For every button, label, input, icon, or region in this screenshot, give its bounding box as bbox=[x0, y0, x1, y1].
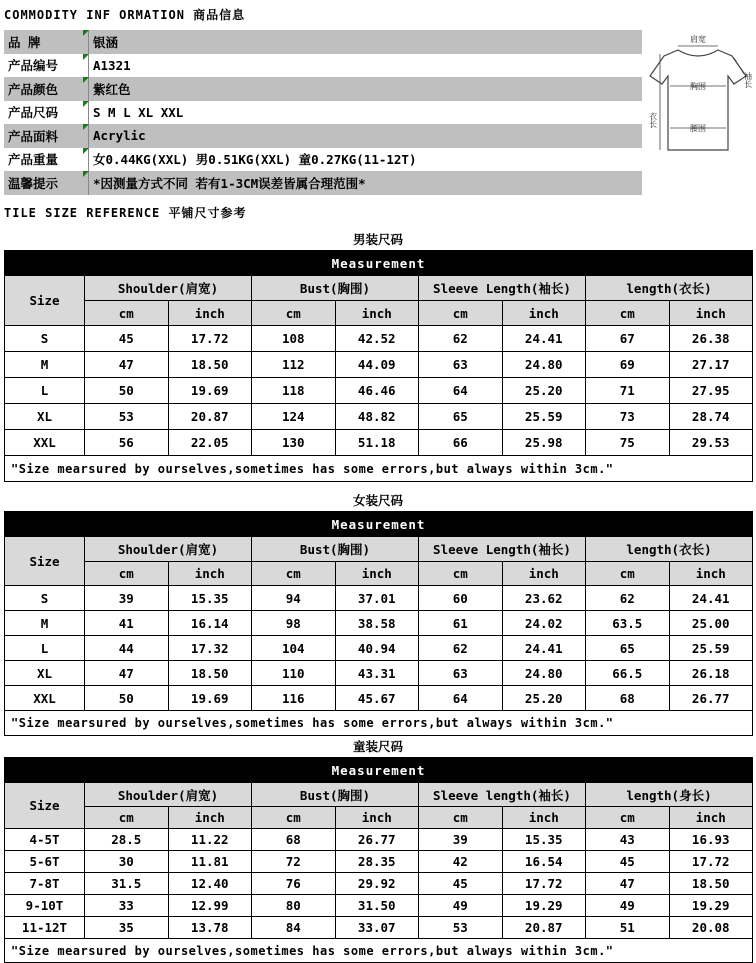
value-cell: 98 bbox=[252, 611, 336, 636]
info-key: 产品重量 bbox=[4, 148, 89, 172]
value-cell: 43.31 bbox=[335, 661, 419, 686]
unit-header: inch bbox=[669, 301, 753, 326]
value-cell: 45 bbox=[85, 326, 169, 352]
value-cell: 64 bbox=[419, 378, 503, 404]
info-row bbox=[4, 124, 642, 148]
table-note: "Size mearsured by ourselves,sometimes has some errors,but always within 3cm." bbox=[5, 711, 753, 736]
value-cell: 38.58 bbox=[335, 611, 419, 636]
value-cell: 45 bbox=[586, 851, 670, 873]
value-cell: 112 bbox=[252, 352, 336, 378]
unit-header: inch bbox=[335, 807, 419, 829]
value-cell: 22.05 bbox=[168, 430, 252, 456]
value-cell: 67 bbox=[586, 326, 670, 352]
group-header: length(衣长) bbox=[586, 276, 753, 301]
value-cell: 63.5 bbox=[586, 611, 670, 636]
value-cell: 44 bbox=[85, 636, 169, 661]
value-cell: 19.29 bbox=[669, 895, 753, 917]
value-cell: 24.41 bbox=[502, 326, 586, 352]
value-cell: 50 bbox=[85, 686, 169, 711]
value-cell: 12.99 bbox=[168, 895, 252, 917]
info-key: 产品编号 bbox=[4, 54, 89, 78]
size-cell: XXL bbox=[5, 686, 85, 711]
value-cell: 116 bbox=[252, 686, 336, 711]
value-cell: 26.77 bbox=[335, 829, 419, 851]
value-cell: 25.20 bbox=[502, 686, 586, 711]
value-cell: 66.5 bbox=[586, 661, 670, 686]
value-cell: 19.69 bbox=[168, 378, 252, 404]
unit-header: cm bbox=[586, 807, 670, 829]
unit-header: inch bbox=[168, 301, 252, 326]
bust-label: 胸围 bbox=[690, 82, 706, 91]
value-cell: 110 bbox=[252, 661, 336, 686]
info-value: 银涵 bbox=[89, 30, 643, 54]
value-cell: 60 bbox=[419, 586, 503, 611]
size-cell: M bbox=[5, 611, 85, 636]
size-cell: XXL bbox=[5, 430, 85, 456]
value-cell: 25.20 bbox=[502, 378, 586, 404]
size-table-men bbox=[4, 250, 753, 482]
value-cell: 48.82 bbox=[335, 404, 419, 430]
size-cell: XL bbox=[5, 404, 85, 430]
value-cell: 31.50 bbox=[335, 895, 419, 917]
value-cell: 26.77 bbox=[669, 686, 753, 711]
tshirt-outline bbox=[650, 50, 746, 150]
size-cell: S bbox=[5, 586, 85, 611]
size-cell: L bbox=[5, 636, 85, 661]
table-row bbox=[5, 895, 753, 917]
unit-header: inch bbox=[502, 301, 586, 326]
value-cell: 25.59 bbox=[502, 404, 586, 430]
value-cell: 80 bbox=[252, 895, 336, 917]
unit-header: cm bbox=[419, 562, 503, 586]
value-cell: 63 bbox=[419, 661, 503, 686]
size-cell: L bbox=[5, 378, 85, 404]
value-cell: 130 bbox=[252, 430, 336, 456]
unit-header: cm bbox=[252, 807, 336, 829]
value-cell: 45 bbox=[419, 873, 503, 895]
table-row bbox=[5, 851, 753, 873]
unit-header: inch bbox=[669, 562, 753, 586]
value-cell: 62 bbox=[419, 326, 503, 352]
table-row bbox=[5, 586, 753, 611]
value-cell: 24.80 bbox=[502, 661, 586, 686]
unit-header: cm bbox=[85, 301, 169, 326]
table-row bbox=[5, 829, 753, 851]
table-row bbox=[5, 661, 753, 686]
unit-header: cm bbox=[586, 562, 670, 586]
value-cell: 41 bbox=[85, 611, 169, 636]
value-cell: 17.32 bbox=[168, 636, 252, 661]
value-cell: 47 bbox=[85, 661, 169, 686]
value-cell: 33.07 bbox=[335, 917, 419, 939]
value-cell: 68 bbox=[252, 829, 336, 851]
value-cell: 61 bbox=[419, 611, 503, 636]
table-row bbox=[5, 378, 753, 404]
info-row bbox=[4, 148, 642, 172]
value-cell: 15.35 bbox=[168, 586, 252, 611]
waist-label: 腰围 bbox=[690, 124, 706, 133]
unit-header: cm bbox=[586, 301, 670, 326]
value-cell: 23.62 bbox=[502, 586, 586, 611]
value-cell: 76 bbox=[252, 873, 336, 895]
table-row bbox=[5, 873, 753, 895]
info-key: 温馨提示 bbox=[4, 171, 89, 195]
length-label: 衣长 bbox=[648, 112, 658, 128]
size-header: Size bbox=[5, 537, 85, 586]
info-row bbox=[4, 54, 642, 78]
info-key: 产品面料 bbox=[4, 124, 89, 148]
measurement-header: Measurement bbox=[5, 512, 753, 537]
value-cell: 124 bbox=[252, 404, 336, 430]
size-header: Size bbox=[5, 276, 85, 326]
unit-header: cm bbox=[252, 562, 336, 586]
unit-header: inch bbox=[669, 807, 753, 829]
group-header: Sleeve Length(袖长) bbox=[419, 537, 586, 562]
size-cell: 7-8T bbox=[5, 873, 85, 895]
info-value: 紫红色 bbox=[89, 77, 643, 101]
shoulder-label: 肩宽 bbox=[690, 35, 706, 44]
value-cell: 62 bbox=[586, 586, 670, 611]
group-header: Bust(胸围) bbox=[252, 276, 419, 301]
size-cell: S bbox=[5, 326, 85, 352]
value-cell: 16.93 bbox=[669, 829, 753, 851]
value-cell: 17.72 bbox=[502, 873, 586, 895]
value-cell: 28.74 bbox=[669, 404, 753, 430]
value-cell: 68 bbox=[586, 686, 670, 711]
unit-header: inch bbox=[502, 807, 586, 829]
unit-header: inch bbox=[502, 562, 586, 586]
value-cell: 47 bbox=[586, 873, 670, 895]
measurement-header: Measurement bbox=[5, 251, 753, 276]
value-cell: 50 bbox=[85, 378, 169, 404]
value-cell: 27.95 bbox=[669, 378, 753, 404]
size-table-women bbox=[4, 511, 753, 736]
value-cell: 33 bbox=[85, 895, 169, 917]
value-cell: 17.72 bbox=[669, 851, 753, 873]
tshirt-diagram bbox=[642, 28, 754, 168]
value-cell: 16.14 bbox=[168, 611, 252, 636]
value-cell: 72 bbox=[252, 851, 336, 873]
value-cell: 69 bbox=[586, 352, 670, 378]
size-reference-title: TILE SIZE REFERENCE 平铺尺寸参考 bbox=[4, 206, 247, 220]
value-cell: 24.02 bbox=[502, 611, 586, 636]
value-cell: 19.29 bbox=[502, 895, 586, 917]
group-header: length(身长) bbox=[586, 783, 753, 807]
group-header: Bust(胸围) bbox=[252, 783, 419, 807]
group-header: Sleeve length(袖长) bbox=[419, 783, 586, 807]
size-cell: 11-12T bbox=[5, 917, 85, 939]
value-cell: 47 bbox=[85, 352, 169, 378]
group-header: Bust(胸围) bbox=[252, 537, 419, 562]
value-cell: 12.40 bbox=[168, 873, 252, 895]
value-cell: 18.50 bbox=[168, 661, 252, 686]
value-cell: 45.67 bbox=[335, 686, 419, 711]
info-row bbox=[4, 30, 642, 54]
value-cell: 49 bbox=[586, 895, 670, 917]
value-cell: 20.87 bbox=[502, 917, 586, 939]
group-header: Shoulder(肩宽) bbox=[85, 783, 252, 807]
value-cell: 35 bbox=[85, 917, 169, 939]
value-cell: 39 bbox=[85, 586, 169, 611]
value-cell: 51.18 bbox=[335, 430, 419, 456]
info-row bbox=[4, 77, 642, 101]
value-cell: 118 bbox=[252, 378, 336, 404]
table-row bbox=[5, 352, 753, 378]
value-cell: 65 bbox=[586, 636, 670, 661]
unit-header: cm bbox=[85, 562, 169, 586]
info-value: 女0.44KG(XXL) 男0.51KG(XXL) 童0.27KG(11-12T) bbox=[89, 148, 643, 172]
value-cell: 71 bbox=[586, 378, 670, 404]
value-cell: 51 bbox=[586, 917, 670, 939]
page-header: COMMODITY INF ORMATION 商品信息 bbox=[4, 8, 246, 22]
value-cell: 65 bbox=[419, 404, 503, 430]
value-cell: 11.22 bbox=[168, 829, 252, 851]
value-cell: 44.09 bbox=[335, 352, 419, 378]
value-cell: 15.35 bbox=[502, 829, 586, 851]
unit-header: inch bbox=[335, 301, 419, 326]
value-cell: 16.54 bbox=[502, 851, 586, 873]
value-cell: 104 bbox=[252, 636, 336, 661]
table-row bbox=[5, 636, 753, 661]
value-cell: 53 bbox=[419, 917, 503, 939]
info-key: 品 牌 bbox=[4, 30, 89, 54]
table-caption: 童装尺码 bbox=[352, 739, 403, 754]
value-cell: 20.87 bbox=[168, 404, 252, 430]
size-cell: 5-6T bbox=[5, 851, 85, 873]
size-cell: 9-10T bbox=[5, 895, 85, 917]
value-cell: 17.72 bbox=[168, 326, 252, 352]
value-cell: 25.59 bbox=[669, 636, 753, 661]
value-cell: 24.80 bbox=[502, 352, 586, 378]
value-cell: 26.18 bbox=[669, 661, 753, 686]
value-cell: 28.35 bbox=[335, 851, 419, 873]
info-value: S M L XL XXL bbox=[89, 101, 643, 125]
group-header: Sleeve Length(袖长) bbox=[419, 276, 586, 301]
value-cell: 46.46 bbox=[335, 378, 419, 404]
sleeve-label: 袖长 bbox=[743, 72, 753, 88]
group-header: length(衣长) bbox=[586, 537, 753, 562]
info-row bbox=[4, 101, 642, 125]
value-cell: 108 bbox=[252, 326, 336, 352]
value-cell: 75 bbox=[586, 430, 670, 456]
value-cell: 73 bbox=[586, 404, 670, 430]
value-cell: 39 bbox=[419, 829, 503, 851]
table-row bbox=[5, 326, 753, 352]
value-cell: 84 bbox=[252, 917, 336, 939]
value-cell: 18.50 bbox=[669, 873, 753, 895]
table-note: "Size mearsured by ourselves,sometimes has some errors,but always within 3cm." bbox=[5, 939, 753, 963]
value-cell: 40.94 bbox=[335, 636, 419, 661]
value-cell: 25.00 bbox=[669, 611, 753, 636]
size-cell: M bbox=[5, 352, 85, 378]
value-cell: 30 bbox=[85, 851, 169, 873]
value-cell: 56 bbox=[85, 430, 169, 456]
unit-header: cm bbox=[252, 301, 336, 326]
value-cell: 19.69 bbox=[168, 686, 252, 711]
value-cell: 29.92 bbox=[335, 873, 419, 895]
info-value: A1321 bbox=[89, 54, 643, 78]
table-row bbox=[5, 917, 753, 939]
info-value: Acrylic bbox=[89, 124, 643, 148]
value-cell: 24.41 bbox=[669, 586, 753, 611]
unit-header: inch bbox=[168, 562, 252, 586]
value-cell: 53 bbox=[85, 404, 169, 430]
value-cell: 27.17 bbox=[669, 352, 753, 378]
product-info-table bbox=[4, 30, 642, 195]
unit-header: cm bbox=[85, 807, 169, 829]
info-key: 产品颜色 bbox=[4, 77, 89, 101]
value-cell: 18.50 bbox=[168, 352, 252, 378]
value-cell: 43 bbox=[586, 829, 670, 851]
value-cell: 11.81 bbox=[168, 851, 252, 873]
table-row bbox=[5, 404, 753, 430]
size-cell: XL bbox=[5, 661, 85, 686]
value-cell: 62 bbox=[419, 636, 503, 661]
info-key: 产品尺码 bbox=[4, 101, 89, 125]
value-cell: 20.08 bbox=[669, 917, 753, 939]
value-cell: 94 bbox=[252, 586, 336, 611]
value-cell: 49 bbox=[419, 895, 503, 917]
table-caption: 女装尺码 bbox=[352, 493, 403, 508]
value-cell: 24.41 bbox=[502, 636, 586, 661]
value-cell: 29.53 bbox=[669, 430, 753, 456]
unit-header: cm bbox=[419, 807, 503, 829]
info-value: *因测量方式不同 若有1-3CM误差皆属合理范围* bbox=[89, 171, 643, 195]
value-cell: 13.78 bbox=[168, 917, 252, 939]
group-header: Shoulder(肩宽) bbox=[85, 276, 252, 301]
value-cell: 42 bbox=[419, 851, 503, 873]
value-cell: 37.01 bbox=[335, 586, 419, 611]
value-cell: 25.98 bbox=[502, 430, 586, 456]
value-cell: 26.38 bbox=[669, 326, 753, 352]
value-cell: 64 bbox=[419, 686, 503, 711]
table-caption: 男装尺码 bbox=[352, 232, 403, 247]
table-row bbox=[5, 611, 753, 636]
value-cell: 28.5 bbox=[85, 829, 169, 851]
value-cell: 31.5 bbox=[85, 873, 169, 895]
table-row bbox=[5, 686, 753, 711]
size-table-kids bbox=[4, 757, 753, 963]
group-header: Shoulder(肩宽) bbox=[85, 537, 252, 562]
info-row bbox=[4, 171, 642, 195]
size-header: Size bbox=[5, 783, 85, 829]
table-note: "Size mearsured by ourselves,sometimes has some errors,but always within 3cm." bbox=[5, 456, 753, 482]
table-row bbox=[5, 430, 753, 456]
unit-header: inch bbox=[335, 562, 419, 586]
value-cell: 42.52 bbox=[335, 326, 419, 352]
unit-header: cm bbox=[419, 301, 503, 326]
unit-header: inch bbox=[168, 807, 252, 829]
size-cell: 4-5T bbox=[5, 829, 85, 851]
value-cell: 63 bbox=[419, 352, 503, 378]
measurement-header: Measurement bbox=[5, 758, 753, 783]
value-cell: 66 bbox=[419, 430, 503, 456]
